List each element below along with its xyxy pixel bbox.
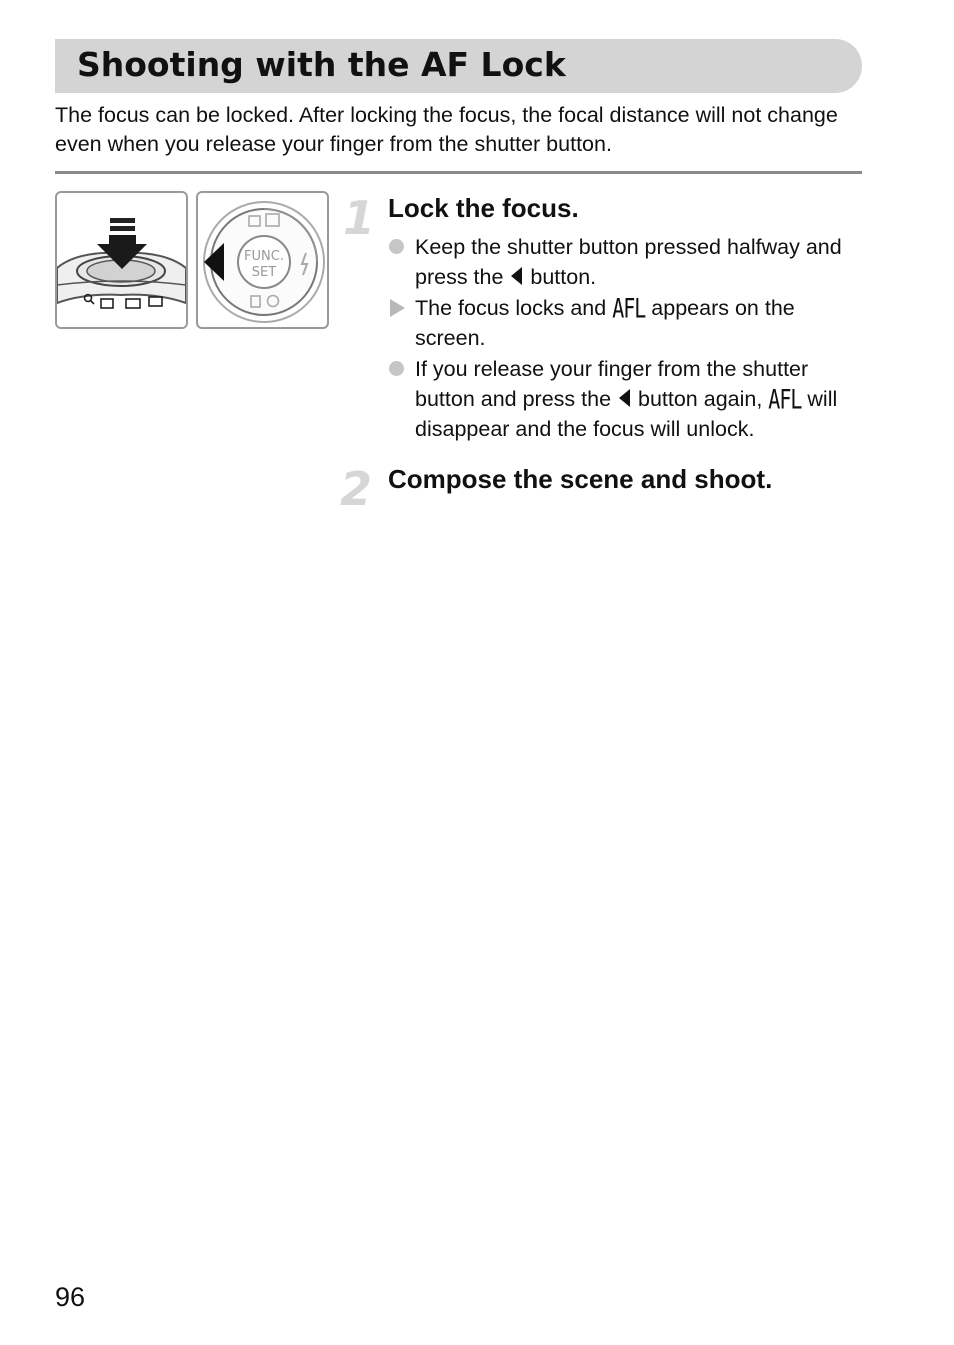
- zoom-lever-icons: [85, 295, 163, 309]
- control-dial-illustration: [196, 191, 329, 329]
- list-item: The focus locks and AFL appears on the screen.: [388, 293, 863, 354]
- section-title-bar: [55, 39, 862, 93]
- bullet-icon: [389, 361, 404, 376]
- section-divider: [55, 171, 862, 174]
- left-arrow-button-icon: [511, 267, 522, 285]
- step-number-2: 2: [340, 462, 373, 516]
- shutter-press-icon: [57, 193, 186, 327]
- left-arrow-button-icon: [619, 389, 630, 407]
- afl-icon: AFL: [768, 382, 802, 416]
- intro-paragraph: The focus can be locked. After locking the focus, the focal distance will not change even when you release your finger from the shutter button.: [55, 103, 838, 156]
- step-number-1: 1: [343, 191, 376, 245]
- list-item: If you release your finger from the shutter button and press the button again, AFL will disappear and the focus will unlock.: [388, 354, 863, 445]
- set-label: SET: [251, 265, 277, 280]
- page-title: Shooting with the AF Lock: [77, 45, 566, 84]
- triangle-icon: [390, 299, 405, 317]
- bullet-icon: [389, 239, 404, 254]
- page-number: 96: [55, 1282, 86, 1312]
- func-label: FUNC.: [244, 249, 284, 264]
- step-2-heading: Compose the scene and shoot.: [388, 464, 773, 494]
- step-1-heading: Lock the focus.: [388, 193, 579, 223]
- list-item: Keep the shutter button pressed halfway and press the button.: [388, 232, 863, 293]
- control-dial-icon: [198, 193, 327, 327]
- afl-icon: AFL: [612, 291, 646, 324]
- step-1-list: [388, 232, 863, 445]
- shutter-button-illustration: [55, 191, 188, 329]
